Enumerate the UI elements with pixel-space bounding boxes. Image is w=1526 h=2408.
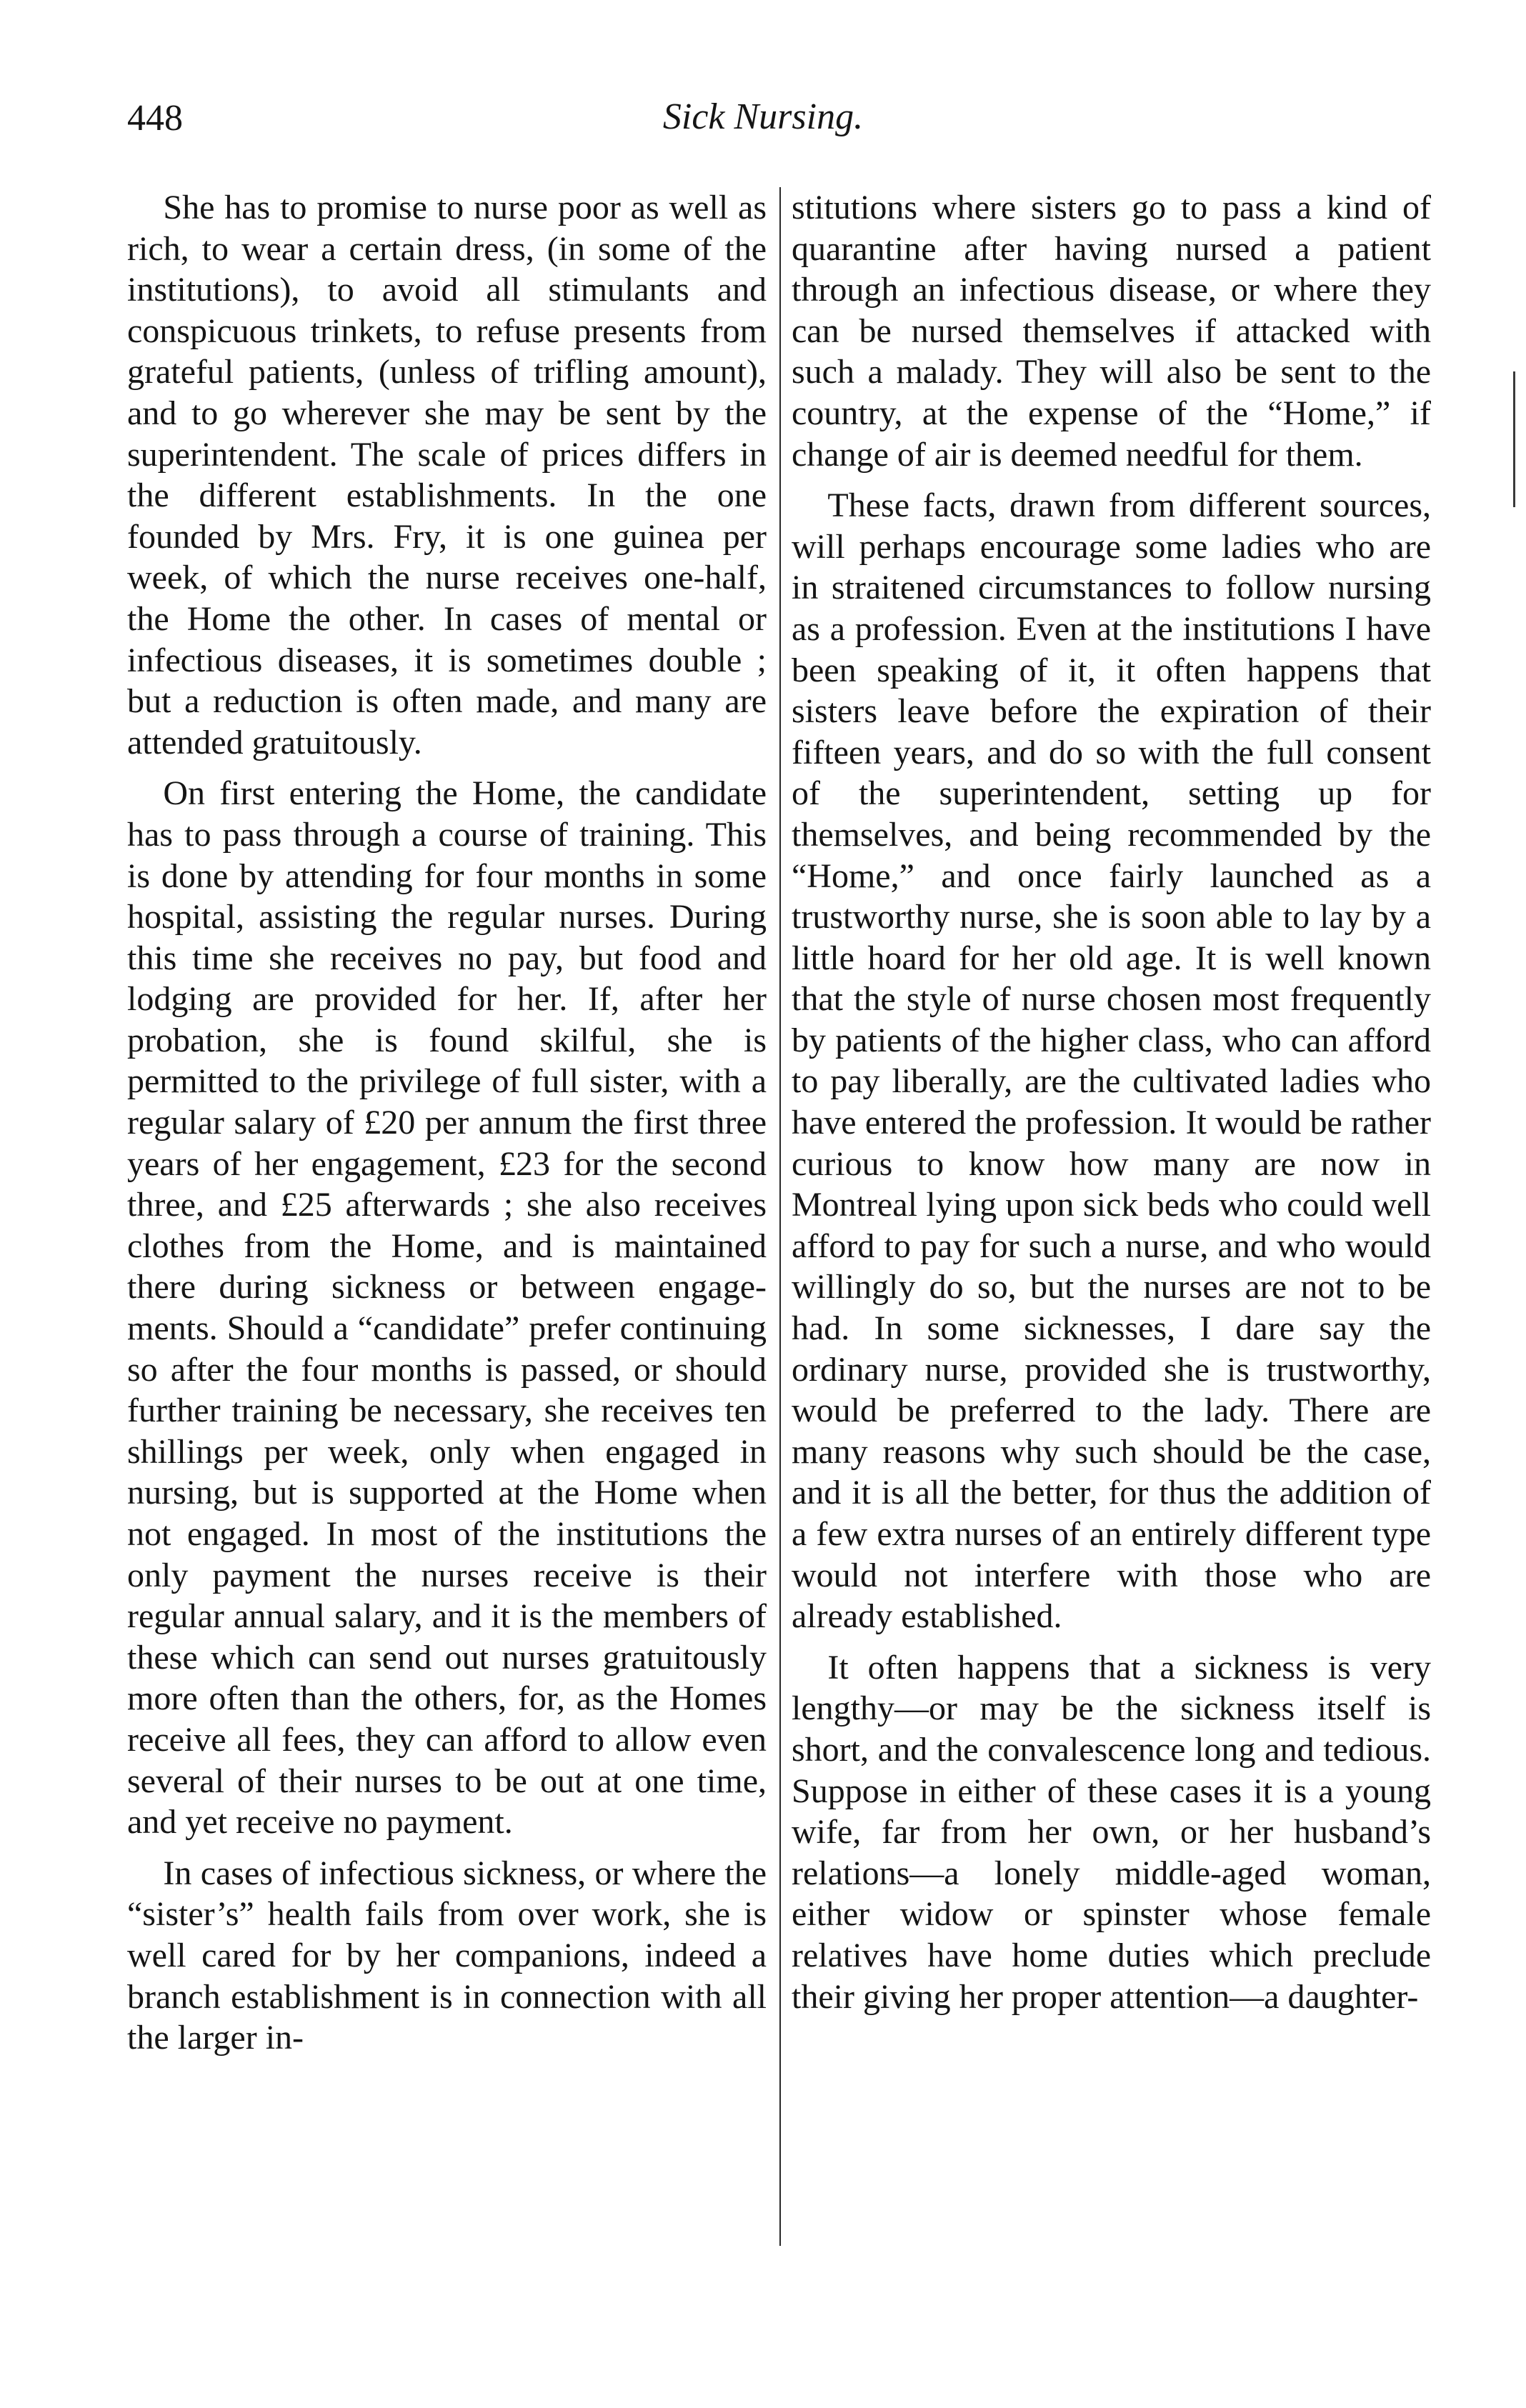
- left-column: [127, 187, 767, 2069]
- running-title: Sick Nursing.: [662, 96, 864, 137]
- paragraph: In cases of infectious sickness, or where the “sister’s” health fails from over work, she is well cared for by her companions, indeed a branch establishment is in connection with all the larger in-: [127, 1854, 767, 2057]
- paragraph: On first entering the Home, the candidate has to pass through a course of training. This is done by attending for four months in some hospital, assisting the regular nurses. During this time she receives no pay, but food and lodging are provided for her. If, after her probation, she is found skilful, she is permitted to the privilege of full sister, with a regular salary of £20 per annum the first three years of her engagement, £23 for the second three, and £25 afterwards ; she also receives clothes from the Home, and is maintained there during sickness or between engagements. Should a “candidate” prefer continuing so after the four months is passed, or should further training be necessary, she receives ten shillings per week, only when engaged in nursing, but is supported at the Home when not engaged. In most of the institutions the only payment the nurses receive is their regular annual salary, and it is the members of these which can send out nurses gratuitously more often than the others, for, as the Homes receive all fees, they can afford to allow even several of their nurses to be out at one time, and yet receive no payment.: [127, 774, 767, 1842]
- right-column: [792, 187, 1431, 2027]
- page-edge-mark: [1513, 371, 1515, 507]
- paragraph-continued: stitutions where sisters go to pass a kind of quarantine after having nursed a patient through an infectious disease, or where they can be nursed themselves if attacked with such a malady. They will also be sent to the country, at the expense of the “Home,” if change of air is deemed needful for them.: [792, 189, 1431, 474]
- page-number: 448: [127, 98, 183, 139]
- column-divider: [779, 187, 781, 2246]
- paragraph: These facts, drawn from different sources, will perhaps encourage some ladies who are in straitened circumstances to follow nursing as a profession. Even at the institutions I have been speaking of it, it often happens that sisters leave before the expiration of their fifteen years, and do so with the full consent of the superintendent, setting up for themselves, and being recommended by the “Home,” and once fairly launched as a trustworthy nurse, she is soon able to lay by a little hoard for her old age. It is well known that the style of nurse chosen most frequently by patients of the higher class, who can afford to pay liberally, are the cultivated ladies who have entered the profession. It would be rather curious to know how many are now in Montreal lying upon sick beds who could well afford to pay for such a nurse, and who would willingly do so, but the nurses are not to be had. In some sicknesses, I dare say the ordinary nurse, provided she is trustworthy, would be preferred to the lady. There are many reasons why such should be the case, and it is all the better, for thus the addition of a few extra nurses of an entirely different type would not interfere with those who are already established.: [792, 486, 1431, 1636]
- paragraph: It often happens that a sickness is very lengthy—or may be the sickness itself is short, and the convalescence long and tedious. Suppose in either of these cases it is a young wife, far from her own, or her husband’s relations—a lonely middle-aged woman, either widow or spinster whose female relatives have home duties which preclude their giving her proper attention—a daughter-: [792, 1648, 1431, 2016]
- paragraph: She has to promise to nurse poor as well as rich, to wear a certain dress, (in some of the institutions), to avoid all stimulants and conspicuous trinkets, to refuse presents from grateful patients, (unless of trifling amount), and to go wherever she may be sent by the superintendent. The scale of prices differs in the different establishments. In the one founded by Mrs. Fry, it is one guinea per week, of which the nurse receives one-half, the Home the other. In cases of mental or infectious diseases, it is sometimes double ; but a reduction is often made, and many are attended gratuitously.: [127, 189, 767, 761]
